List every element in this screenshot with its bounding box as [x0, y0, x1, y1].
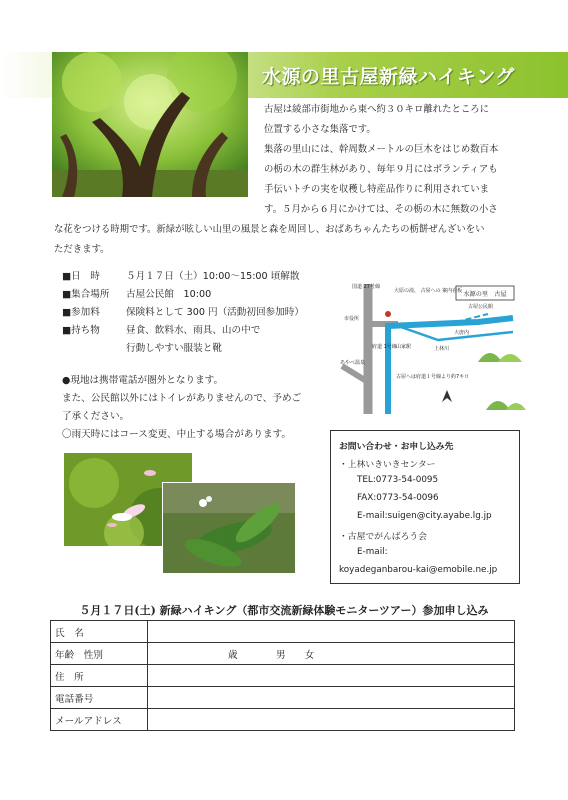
contact-email-link[interactable]: E-mail:suigen@city.ayabe.lg.jp [357, 511, 492, 521]
form-row-phone [51, 687, 515, 709]
map-label-yamabata: 大唐内 [454, 330, 470, 336]
map-label-destination: 水源の里 古屋 [463, 291, 507, 298]
map-label-ohara: 大原の滝、 古屋への 案内看板 [394, 288, 463, 294]
detail-value-place: 古屋公民館 10:00 [126, 289, 212, 300]
form-field-phone[interactable] [148, 687, 515, 709]
note-line: ●現地は携帯電話が圏外となります。 [62, 375, 224, 386]
intro-line: 手伝いトチの実を収穫し特産品作りに利用されていま [264, 184, 490, 195]
access-map [338, 274, 528, 420]
form-field-age-sex[interactable] [148, 643, 515, 665]
form-label-age-sex: 年齢 性別 [51, 643, 148, 665]
form-field-name[interactable] [148, 621, 515, 643]
form-field-address[interactable] [148, 665, 515, 687]
form-label-phone: 電話番号 [51, 687, 148, 709]
map-label-kouminkan: 古屋公民館 [468, 304, 494, 310]
detail-label-items: ■持ち物 [62, 325, 100, 336]
detail-value-items-cont: 行動しやすい服装と靴 [126, 343, 222, 354]
contact-box [330, 430, 520, 584]
note-line: また、公民館以外にはトイレがありませんので、予めご [62, 393, 302, 404]
intro-line: 位置する小さな集落です。 [264, 124, 376, 135]
form-row-name [51, 621, 515, 643]
form-row-age-sex [51, 643, 515, 665]
map-label-distance: 古屋へは府道１号線より約7キロ [396, 374, 470, 380]
intro-line: の栃の木の群生林があり、毎年９月にはボランティアも [264, 164, 498, 175]
form-label-address: 住 所 [51, 665, 148, 687]
contact-heading: お問い合わせ・お申し込み先 [339, 442, 454, 452]
intro-line: す。５月から６月にかけては、その栃の木に無数の小さ [264, 204, 498, 215]
contact-org-1: ・上林いきいきセンター [339, 460, 436, 470]
intro-line: な花をつける時期です。新緑が眩しい山里の風景と森を周回し、おばあちゃんたちの栃餅ぜんざいをい [54, 224, 485, 235]
detail-label-date: ■日 時 [62, 271, 100, 282]
detail-label-place: ■集合場所 [62, 289, 110, 300]
form-age-sex-text: 歳 男 女 [228, 649, 315, 661]
form-row-email [51, 709, 515, 731]
page-title: 水源の里古屋新緑ハイキング [262, 66, 515, 88]
intro-line: 集落の里山には、幹周数メートルの巨木をはじめ数百本 [264, 144, 499, 155]
contact-email-label: E-mail: [357, 547, 388, 557]
map-label-route1: 府道 1号線 [372, 344, 397, 350]
contact-fax: FAX:0773-54-0096 [357, 493, 439, 503]
note-line: 〇雨天時にはコース変更、中止する場合があります。 [62, 429, 292, 440]
application-form [50, 620, 515, 731]
note-line: 了承ください。 [62, 411, 130, 422]
intro-line: 古屋は綾部市街地から東へ約３０キロ離れたところに [264, 104, 490, 115]
contact-tel: TEL:0773-54-0095 [357, 475, 439, 485]
form-title: ５月１７日(土) 新緑ハイキング（都市交流新緑体験モニターツアー）参加申し込み [79, 604, 489, 617]
form-label-email: メールアドレス [51, 709, 148, 731]
contact-email-link-2[interactable]: koyadeganbarou-kai@emobile.ne.jp [339, 565, 498, 575]
map-label-onsen: あやべ温泉 [340, 360, 366, 366]
form-row-address [51, 665, 515, 687]
contact-org-2: ・古屋でがんばろう会 [339, 532, 427, 542]
form-label-name: 氏 名 [51, 621, 148, 643]
map-label-shiyakusho: 市役所 [344, 316, 360, 322]
form-field-email[interactable] [148, 709, 515, 731]
flower-photo-2 [162, 482, 296, 574]
tree-photo [52, 52, 248, 197]
map-label-river: 上林川 [434, 346, 450, 352]
map-label-gangakami: 山家駅 [396, 344, 412, 350]
map-label-route27: 国道 27号線 [352, 284, 380, 290]
intro-line: ただきます。 [54, 244, 110, 255]
detail-value-date: ５月１７日（土）10:00～15:00 頃解散 [126, 271, 300, 282]
detail-value-fee: 保険料として 300 円（活動初回参加時） [126, 307, 304, 318]
detail-value-items: 昼食、飲料水、雨具、山の中で [126, 325, 261, 336]
detail-label-fee: ■参加料 [62, 307, 100, 318]
